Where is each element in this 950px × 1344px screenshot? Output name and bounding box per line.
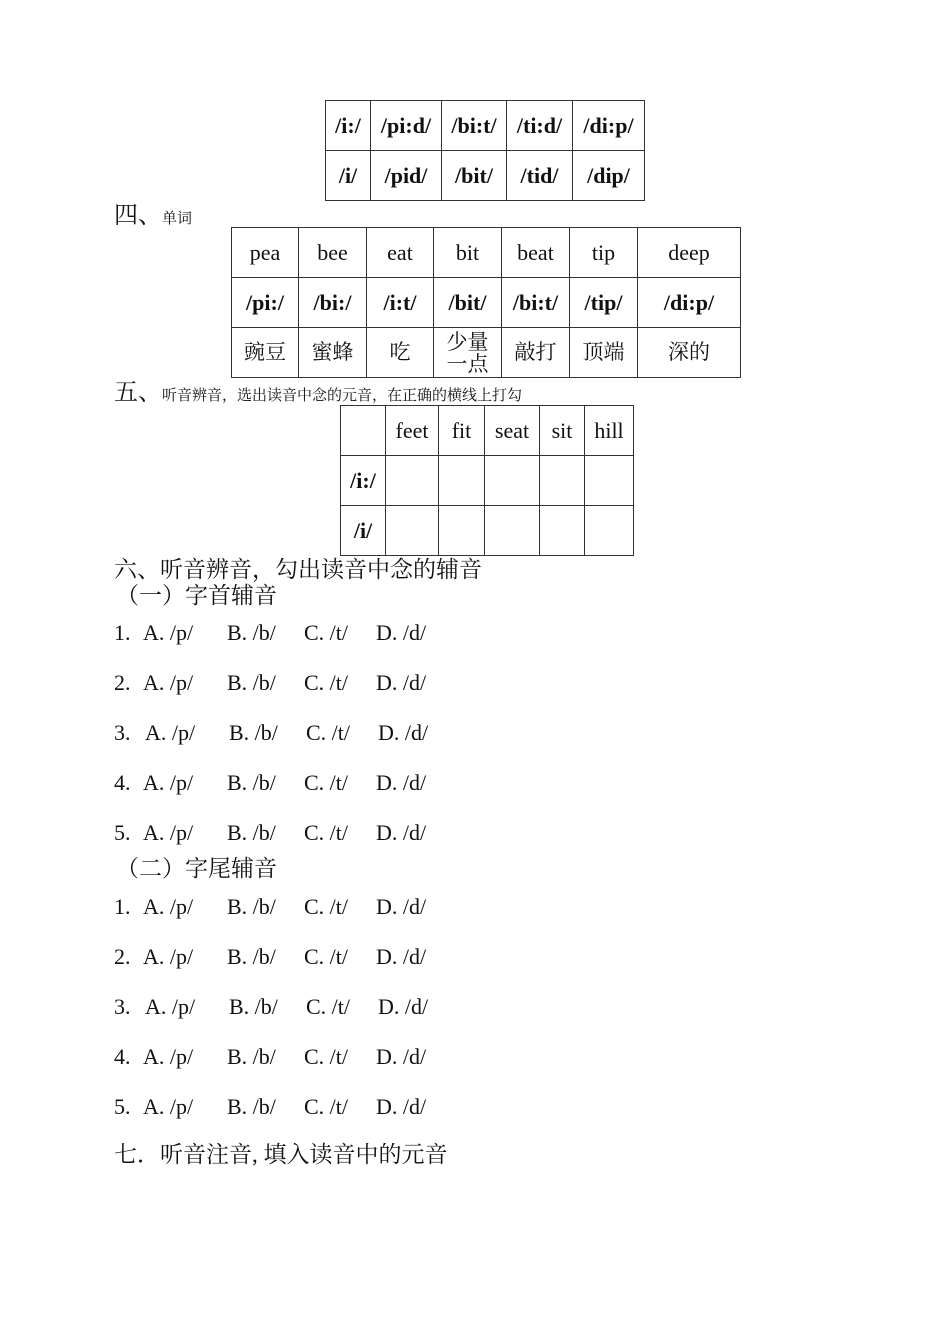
question-number: 4. [114,1044,131,1069]
answer-cell[interactable] [439,456,485,506]
table-cell: /ti:d/ [507,101,573,151]
row-label: /i:/ [341,456,386,506]
section-6-part-2: （二）字尾辅音 [116,856,277,881]
row-label: /i/ [341,506,386,556]
table-row [232,328,741,378]
answer-option[interactable]: C. /t/ [304,944,349,969]
phonetic-cell: /di:p/ [638,278,741,328]
answer-option[interactable]: D. /d/ [376,820,427,845]
answer-cell[interactable] [485,506,540,556]
table-row [232,278,741,328]
table-row [232,228,741,278]
answer-option[interactable]: C. /t/ [306,994,351,1019]
answer-cell[interactable] [585,456,634,506]
header-cell: sit [540,406,585,456]
answer-cell[interactable] [540,456,585,506]
question-number: 2. [114,670,131,695]
answer-cell[interactable] [439,506,485,556]
meaning-cell: 豌豆 [232,328,299,378]
table-cell: /pid/ [371,151,442,201]
phonetic-table [325,100,645,201]
answer-option[interactable]: C. /t/ [304,670,349,695]
question-number: 2. [114,944,131,969]
answer-option[interactable]: D. /d/ [376,944,427,969]
table-cell: /tid/ [507,151,573,201]
answer-option[interactable]: A. /p/ [143,894,194,919]
answer-cell[interactable] [585,506,634,556]
table-row [326,101,645,151]
answer-option[interactable]: D. /d/ [378,720,429,745]
answer-option[interactable]: D. /d/ [376,894,427,919]
section-4-subtitle: 单词 [162,211,193,227]
section-5-heading [114,381,522,405]
answer-option[interactable]: A. /p/ [143,670,194,695]
header-cell [341,406,386,456]
phonetic-cell: /bit/ [434,278,502,328]
section-4-title: 四、 [114,203,162,229]
answer-option[interactable]: C. /t/ [304,1094,349,1119]
phonetic-cell: /bi:t/ [502,278,570,328]
table-cell: /i:/ [326,101,371,151]
question-number: 4. [114,770,131,795]
word-cell: deep [638,228,741,278]
question-number: 1. [114,620,131,645]
answer-option[interactable]: B. /b/ [227,1044,276,1069]
answer-option[interactable]: A. /p/ [145,720,196,745]
table-row [341,406,634,456]
vowel-table [340,405,634,556]
word-cell: beat [502,228,570,278]
table-cell: /pi:d/ [371,101,442,151]
header-cell: hill [585,406,634,456]
answer-cell[interactable] [540,506,585,556]
answer-option[interactable]: B. /b/ [227,944,276,969]
question-number: 3. [114,720,131,745]
answer-option[interactable]: B. /b/ [227,670,276,695]
answer-option[interactable]: B. /b/ [229,994,278,1019]
answer-option[interactable]: A. /p/ [143,770,194,795]
answer-option[interactable]: B. /b/ [229,720,278,745]
answer-option[interactable]: C. /t/ [304,894,349,919]
answer-option[interactable]: A. /p/ [143,1044,194,1069]
answer-option[interactable]: B. /b/ [227,1094,276,1119]
table-cell: /di:p/ [573,101,645,151]
section-6-part-1: （一）字首辅音 [116,583,277,608]
answer-option[interactable]: D. /d/ [376,620,427,645]
meaning-cell [434,328,502,378]
table-row [341,456,634,506]
word-cell: bee [299,228,367,278]
word-cell: bit [434,228,502,278]
answer-option[interactable]: B. /b/ [227,894,276,919]
answer-cell[interactable] [386,506,439,556]
answer-option[interactable]: D. /d/ [376,1094,427,1119]
table-cell: /i/ [326,151,371,201]
question-number: 5. [114,1094,131,1119]
phonetic-cell: /pi:/ [232,278,299,328]
question-number: 1. [114,894,131,919]
answer-cell[interactable] [485,456,540,506]
meaning-cell: 蜜蜂 [299,328,367,378]
meaning-cell: 深的 [638,328,741,378]
meaning-text: 少量一点 [446,329,489,376]
word-cell: eat [367,228,434,278]
question-number: 5. [114,820,131,845]
answer-option[interactable]: C. /t/ [304,770,349,795]
answer-option[interactable]: D. /d/ [376,670,427,695]
section-5-title: 五、 [114,380,162,406]
meaning-cell: 敲打 [502,328,570,378]
answer-option[interactable]: C. /t/ [304,620,349,645]
header-cell: fit [439,406,485,456]
answer-option[interactable]: D. /d/ [376,770,427,795]
answer-option[interactable]: A. /p/ [145,994,196,1019]
answer-option[interactable]: D. /d/ [376,1044,427,1069]
answer-option[interactable]: A. /p/ [143,1094,194,1119]
answer-option[interactable]: B. /b/ [227,820,276,845]
question-number: 3. [114,994,131,1019]
answer-cell[interactable] [386,456,439,506]
answer-option[interactable]: C. /t/ [304,1044,349,1069]
answer-option[interactable]: C. /t/ [304,820,349,845]
phonetic-cell: /bi:/ [299,278,367,328]
phonetic-cell: /i:t/ [367,278,434,328]
section-6-title: 六、听音辨音，勾出读音中念的辅音 [114,557,482,582]
meaning-cell: 顶端 [570,328,638,378]
word-cell: pea [232,228,299,278]
table-cell: /bi:t/ [442,101,507,151]
header-cell: seat [485,406,540,456]
table-row [341,506,634,556]
answer-option[interactable]: B. /b/ [227,620,276,645]
answer-option[interactable]: A. /p/ [143,620,194,645]
answer-option[interactable]: C. /t/ [306,720,351,745]
words-table [231,227,741,378]
answer-option[interactable]: A. /p/ [143,820,194,845]
table-row [326,151,645,201]
header-cell: feet [386,406,439,456]
section-4-heading [114,204,192,228]
phonetic-cell: /tip/ [570,278,638,328]
answer-option[interactable]: B. /b/ [227,770,276,795]
table-cell: /bit/ [442,151,507,201]
word-cell: tip [570,228,638,278]
meaning-cell: 吃 [367,328,434,378]
section-7-title: 七．听音注音, 填入读音中的元音 [114,1142,448,1167]
answer-option[interactable]: D. /d/ [378,994,429,1019]
answer-option[interactable]: A. /p/ [143,944,194,969]
section-5-subtitle: 听音辨音，选出读音中念的元音，在正确的横线上打勾 [162,388,523,404]
table-cell: /dip/ [573,151,645,201]
